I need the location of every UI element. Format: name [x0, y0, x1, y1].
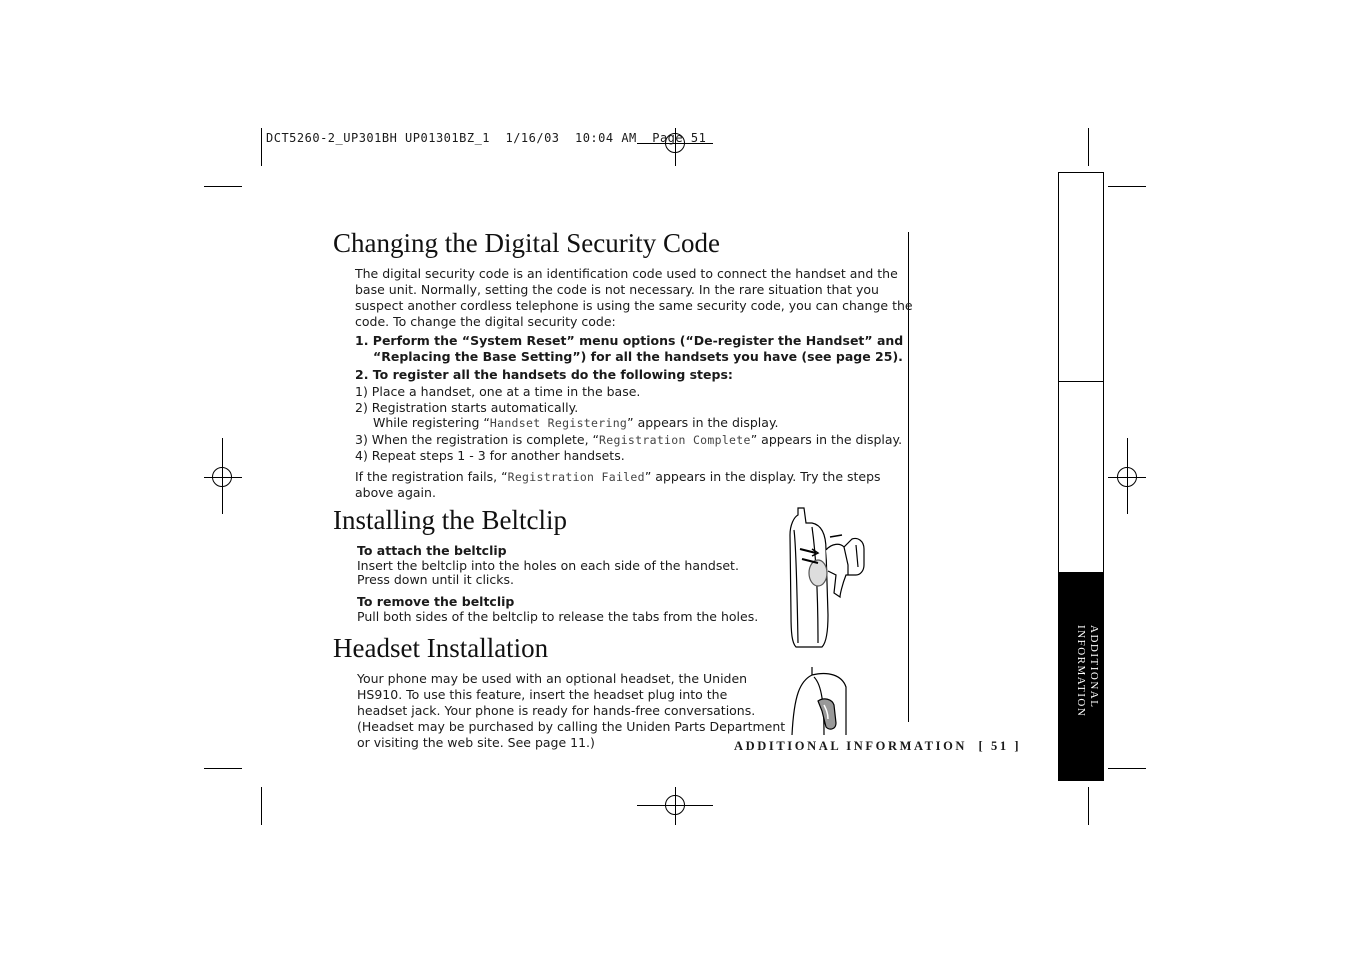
headset-paragraph: [357, 671, 785, 751]
page-number: [ 51 ]: [978, 739, 1022, 753]
attach-heading: To attach the beltclip: [357, 543, 507, 558]
slug-line: DCT5260-2_UP301BH UP01301BZ_1 1/16/03 10:04 AM Page 51: [266, 131, 707, 145]
headset-line: (Headset may be purchased by calling the Uniden Parts Department: [357, 719, 786, 734]
security-code-intro: [355, 266, 913, 330]
beltclip-remove: [357, 594, 758, 624]
page-footer: [734, 739, 1021, 754]
remove-heading: To remove the beltclip: [357, 594, 515, 609]
fail-post: ” appears in the display. Try the steps: [644, 469, 881, 484]
substep-2b-post: ” appears in the display.: [627, 415, 779, 430]
fail-line1: [355, 469, 881, 485]
section-title-headset: Headset Installation: [333, 633, 549, 663]
substep-2b: [355, 415, 902, 431]
fail-pre: If the registration fails, “: [355, 469, 508, 484]
lcd-text: Handset Registering: [489, 416, 628, 430]
substep-3-pre: 3) When the registration is complete, “: [355, 432, 600, 447]
attach-line: Insert the beltclip into the holes on each side of the handset.: [357, 557, 739, 573]
section-title-security-code: Changing the Digital Security Code: [333, 228, 720, 258]
attach-line: Press down until it clicks.: [357, 572, 515, 587]
side-tab-label: [1060, 625, 1100, 717]
step-1-line1: 1. Perform the “System Reset” menu options (“De-register the Handset” and: [355, 333, 904, 348]
headset-line: Your phone may be used with an optional headset, the Uniden: [357, 671, 748, 686]
headset-line: or visiting the web site. See page 11.): [357, 735, 595, 750]
intro-line: suspect another cordless telephone is using the same security code, you can change the: [355, 298, 913, 313]
lcd-text: Registration Complete: [599, 433, 751, 447]
side-tab-line2: INFORMATION: [1075, 625, 1087, 718]
headset-line: HS910. To use this feature, insert the headset plug into the: [357, 687, 728, 702]
step-1-line2: “Replacing the Base Setting”) for all the handsets you have (see page 25).: [373, 349, 903, 364]
substep-3-post: ” appears in the display.: [750, 432, 903, 447]
intro-line: base unit. Normally, setting the code is not necessary. In the rare situation that you: [355, 282, 879, 297]
section-title-beltclip: Installing the Beltclip: [333, 505, 567, 535]
lcd-text: Registration Failed: [507, 470, 645, 484]
intro-line: code. To change the digital security code:: [355, 314, 616, 329]
beltclip-attach: [357, 544, 739, 588]
substeps: [355, 384, 902, 464]
step-1: [355, 333, 903, 365]
substep-3: [355, 432, 902, 448]
substep-4: 4) Repeat steps 1 - 3 for another handsets.: [355, 448, 625, 463]
beltclip-illustration: [782, 505, 872, 650]
step-2: 2. To register all the handsets do the following steps:: [355, 367, 733, 382]
headset-jack-illustration: [788, 665, 850, 737]
substep-2: 2) Registration starts automatically.: [355, 400, 579, 415]
substep-2b-pre: While registering “: [373, 415, 490, 430]
registration-failed-note: [355, 469, 881, 501]
side-tab-line1: ADDITIONAL: [1088, 625, 1100, 709]
intro-line: The digital security code is an identification code used to connect the handset and the: [355, 266, 898, 281]
fail-line2: above again.: [355, 485, 436, 500]
headset-line: headset jack. Your phone is ready for hands-free conversations.: [357, 703, 756, 718]
footer-section: ADDITIONAL INFORMATION: [734, 739, 968, 753]
remove-line: Pull both sides of the beltclip to release the tabs from the holes.: [357, 609, 759, 624]
substep-1: 1) Place a handset, one at a time in the base.: [355, 384, 641, 399]
